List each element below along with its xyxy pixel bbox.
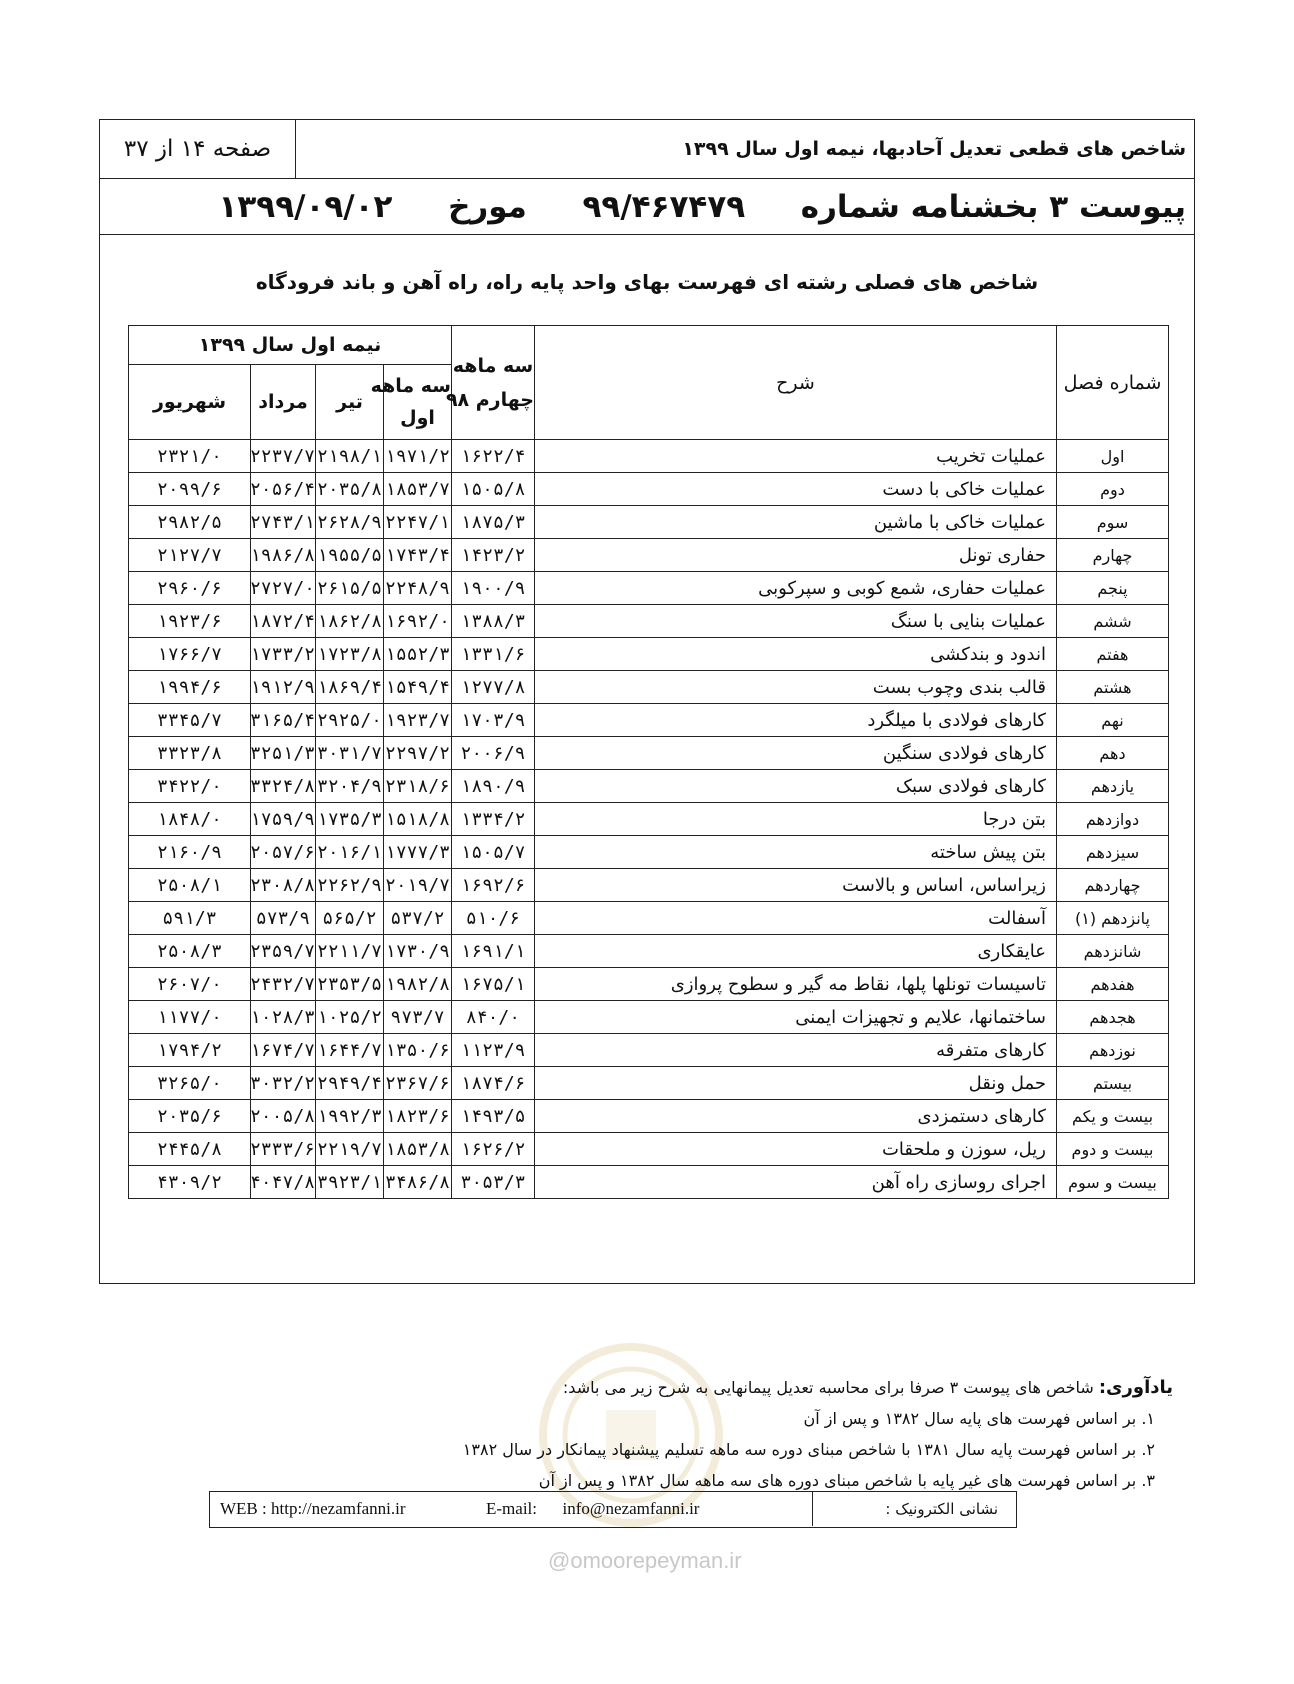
row-description: ساختمانها، علایم و تجهیزات ایمنی bbox=[535, 1001, 1057, 1034]
row-description: زیراساس، اساس و بالاست bbox=[535, 869, 1057, 902]
col-description-header: شرح bbox=[535, 326, 1057, 440]
email-label: E-mail: bbox=[486, 1499, 537, 1518]
row-q4-98: ۱۴۹۳/۵ bbox=[452, 1100, 535, 1133]
row-shahrivar: ۲۴۴۵/۸ bbox=[129, 1133, 251, 1166]
col-shahrivar-header: شهریور bbox=[129, 365, 251, 440]
website-link[interactable]: WEB : http://nezamfanni.ir bbox=[220, 1499, 406, 1518]
row-q4-98: ۱۷۰۳/۹ bbox=[452, 704, 535, 737]
reminder-section bbox=[123, 1372, 1173, 1496]
table-row bbox=[129, 869, 1169, 902]
row-description: بتن درجا bbox=[535, 803, 1057, 836]
row-q1-1399: ۱۷۳۰/۹ bbox=[384, 935, 452, 968]
table-row bbox=[129, 1100, 1169, 1133]
row-q4-98: ۱۶۲۶/۲ bbox=[452, 1133, 535, 1166]
row-description: عملیات خاکی با دست bbox=[535, 473, 1057, 506]
row-q1-1399: ۱۹۷۱/۲ bbox=[384, 440, 452, 473]
row-q1-1399: ۳۴۸۶/۸ bbox=[384, 1166, 452, 1199]
row-q4-98: ۱۵۰۵/۸ bbox=[452, 473, 535, 506]
row-shahrivar: ۲۰۹۹/۶ bbox=[129, 473, 251, 506]
row-q1-1399: ۲۰۱۹/۷ bbox=[384, 869, 452, 902]
table-row bbox=[129, 737, 1169, 770]
row-chapter: چهارم bbox=[1057, 539, 1169, 572]
row-chapter: نهم bbox=[1057, 704, 1169, 737]
row-tir: ۱۹۹۲/۳ bbox=[316, 1100, 384, 1133]
row-shahrivar: ۲۵۰۸/۳ bbox=[129, 935, 251, 968]
row-tir: ۱۸۶۲/۸ bbox=[316, 605, 384, 638]
row-q1-1399: ۲۳۱۸/۶ bbox=[384, 770, 452, 803]
table-row bbox=[129, 605, 1169, 638]
circular-row bbox=[100, 179, 1194, 235]
row-description: کارهای متفرقه bbox=[535, 1034, 1057, 1067]
row-shahrivar: ۲۰۳۵/۶ bbox=[129, 1100, 251, 1133]
row-mordad: ۱۰۲۸/۳ bbox=[251, 1001, 316, 1034]
row-mordad: ۲۰۵۷/۶ bbox=[251, 836, 316, 869]
row-description: قالب بندی وچوب بست bbox=[535, 671, 1057, 704]
row-chapter: پنجم bbox=[1057, 572, 1169, 605]
row-chapter: دوم bbox=[1057, 473, 1169, 506]
reminder-item: ۲. بر اساس فهرست پایه سال ۱۳۸۱ با شاخص مبنای دوره سه ماهه تسلیم پیشنهاد پیمانکار در سال ۱۳۸۲ bbox=[462, 1440, 1155, 1459]
row-q4-98: ۱۳۸۸/۳ bbox=[452, 605, 535, 638]
index-table bbox=[128, 325, 1169, 1199]
row-mordad: ۲۴۳۲/۷ bbox=[251, 968, 316, 1001]
row-tir: ۲۶۲۸/۹ bbox=[316, 506, 384, 539]
row-mordad: ۱۸۷۲/۴ bbox=[251, 605, 316, 638]
row-shahrivar: ۲۱۶۰/۹ bbox=[129, 836, 251, 869]
q1-line1: سه ماهه bbox=[370, 375, 451, 397]
col-tir-header: تیر bbox=[316, 365, 384, 440]
row-chapter: یازدهم bbox=[1057, 770, 1169, 803]
table-row bbox=[129, 440, 1169, 473]
contact-label: نشانی الکترونیک : bbox=[812, 1492, 1016, 1526]
row-mordad: ۱۶۷۴/۷ bbox=[251, 1034, 316, 1067]
col-q4-98-header bbox=[445, 326, 535, 440]
row-chapter: چهاردهم bbox=[1057, 869, 1169, 902]
row-q4-98: ۱۳۳۴/۲ bbox=[452, 803, 535, 836]
row-mordad: ۱۹۸۶/۸ bbox=[251, 539, 316, 572]
table-title: شاخص های فصلی رشته ای فهرست بهای واحد پایه راه، راه آهن و باند فرودگاه bbox=[255, 270, 1039, 294]
reminder-intro-line bbox=[123, 1372, 1173, 1403]
row-chapter: دوازدهم bbox=[1057, 803, 1169, 836]
row-tir: ۳۹۲۳/۱ bbox=[316, 1166, 384, 1199]
row-q1-1399: ۲۲۴۷/۱ bbox=[384, 506, 452, 539]
table-row bbox=[129, 473, 1169, 506]
row-description: حمل ونقل bbox=[535, 1067, 1057, 1100]
table-row bbox=[129, 539, 1169, 572]
row-mordad: ۱۷۵۹/۹ bbox=[251, 803, 316, 836]
row-chapter: هفدهم bbox=[1057, 968, 1169, 1001]
row-description: کارهای فولادی با میلگرد bbox=[535, 704, 1057, 737]
row-chapter: بیست و سوم bbox=[1057, 1166, 1169, 1199]
q4-98-line1: سه ماهه bbox=[452, 354, 534, 377]
row-q1-1399: ۱۷۷۷/۳ bbox=[384, 836, 452, 869]
row-tir: ۲۹۴۹/۴ bbox=[316, 1067, 384, 1100]
row-chapter: سیزدهم bbox=[1057, 836, 1169, 869]
row-shahrivar: ۲۹۶۰/۶ bbox=[129, 572, 251, 605]
row-q1-1399: ۲۲۴۸/۹ bbox=[384, 572, 452, 605]
row-q1-1399: ۲۲۹۷/۲ bbox=[384, 737, 452, 770]
row-description: کارهای دستمزدی bbox=[535, 1100, 1057, 1133]
appendix-label: پیوست ۳ بخشنامه شماره bbox=[800, 189, 1186, 225]
row-q4-98: ۱۴۲۳/۲ bbox=[452, 539, 535, 572]
row-chapter: بیستم bbox=[1057, 1067, 1169, 1100]
row-mordad: ۲۰۰۵/۸ bbox=[251, 1100, 316, 1133]
row-description: حفاری تونل bbox=[535, 539, 1057, 572]
row-shahrivar: ۱۷۹۴/۲ bbox=[129, 1034, 251, 1067]
row-q4-98: ۱۲۷۷/۸ bbox=[452, 671, 535, 704]
half-year-group-header: نیمه اول سال ۱۳۹۹ bbox=[129, 326, 452, 365]
row-tir: ۲۹۲۵/۰ bbox=[316, 704, 384, 737]
contact-footer bbox=[209, 1491, 1017, 1528]
row-tir: ۱۷۲۳/۸ bbox=[316, 638, 384, 671]
row-q1-1399: ۱۷۴۳/۴ bbox=[384, 539, 452, 572]
row-q4-98: ۱۳۳۱/۶ bbox=[452, 638, 535, 671]
row-mordad: ۲۷۴۳/۱ bbox=[251, 506, 316, 539]
row-q4-98: ۲۰۰۶/۹ bbox=[452, 737, 535, 770]
table-row bbox=[129, 1034, 1169, 1067]
row-tir: ۲۲۱۹/۷ bbox=[316, 1133, 384, 1166]
watermark-text: @omoorepeyman.ir bbox=[548, 1548, 742, 1573]
table-row bbox=[129, 671, 1169, 704]
row-description: عملیات خاکی با ماشین bbox=[535, 506, 1057, 539]
row-tir: ۵۶۵/۲ bbox=[316, 902, 384, 935]
row-tir: ۱۰۲۵/۲ bbox=[316, 1001, 384, 1034]
row-tir: ۲۳۵۳/۵ bbox=[316, 968, 384, 1001]
row-description: عملیات حفاری، شمع کوبی و سپرکوبی bbox=[535, 572, 1057, 605]
row-q1-1399: ۱۵۵۲/۳ bbox=[384, 638, 452, 671]
row-q1-1399: ۱۸۲۳/۶ bbox=[384, 1100, 452, 1133]
row-q4-98: ۱۸۷۴/۶ bbox=[452, 1067, 535, 1100]
col-q1-header bbox=[370, 365, 452, 440]
row-shahrivar: ۱۸۴۸/۰ bbox=[129, 803, 251, 836]
table-row bbox=[129, 704, 1169, 737]
row-shahrivar: ۳۲۶۵/۰ bbox=[129, 1067, 251, 1100]
row-q4-98: ۱۶۲۲/۴ bbox=[452, 440, 535, 473]
row-q1-1399: ۱۵۱۸/۸ bbox=[384, 803, 452, 836]
table-row bbox=[129, 1166, 1169, 1199]
q1-line2: اول bbox=[400, 407, 435, 429]
row-chapter: شانزدهم bbox=[1057, 935, 1169, 968]
circular-date: ۱۳۹۹/۰۹/۰۲ bbox=[218, 189, 393, 225]
row-tir: ۳۲۰۴/۹ bbox=[316, 770, 384, 803]
row-q4-98: ۵۱۰/۶ bbox=[452, 902, 535, 935]
circular-reference bbox=[218, 179, 1186, 235]
row-mordad: ۵۷۳/۹ bbox=[251, 902, 316, 935]
row-mordad: ۲۳۳۳/۶ bbox=[251, 1133, 316, 1166]
table-row bbox=[129, 572, 1169, 605]
email-link[interactable] bbox=[486, 1492, 699, 1526]
page-number: صفحه ۱۴ از ۳۷ bbox=[100, 120, 296, 178]
table-row bbox=[129, 1001, 1169, 1034]
row-chapter: سوم bbox=[1057, 506, 1169, 539]
table-row bbox=[129, 1067, 1169, 1100]
row-shahrivar: ۲۱۲۷/۷ bbox=[129, 539, 251, 572]
row-tir: ۲۰۱۶/۱ bbox=[316, 836, 384, 869]
row-shahrivar: ۴۳۰۹/۲ bbox=[129, 1166, 251, 1199]
row-shahrivar: ۲۶۰۷/۰ bbox=[129, 968, 251, 1001]
table-row bbox=[129, 770, 1169, 803]
header-row bbox=[100, 120, 1194, 179]
row-mordad: ۴۰۴۷/۸ bbox=[251, 1166, 316, 1199]
row-tir: ۲۶۱۵/۵ bbox=[316, 572, 384, 605]
row-chapter: هشتم bbox=[1057, 671, 1169, 704]
q4-98-line2: چهارم ۹۸ bbox=[445, 388, 534, 411]
row-q1-1399: ۱۹۲۳/۷ bbox=[384, 704, 452, 737]
row-description: اندود و بندکشی bbox=[535, 638, 1057, 671]
row-description: کارهای فولادی سنگین bbox=[535, 737, 1057, 770]
row-mordad: ۱۷۳۳/۲ bbox=[251, 638, 316, 671]
row-q4-98: ۱۵۰۵/۷ bbox=[452, 836, 535, 869]
row-mordad: ۳۲۵۱/۳ bbox=[251, 737, 316, 770]
row-description: آسفالت bbox=[535, 902, 1057, 935]
row-q4-98: ۱۸۹۰/۹ bbox=[452, 770, 535, 803]
document-title: شاخص های قطعی تعدیل آحادبها، نیمه اول سال ۱۳۹۹ bbox=[682, 138, 1186, 160]
row-description: بتن پیش ساخته bbox=[535, 836, 1057, 869]
row-shahrivar: ۱۷۶۶/۷ bbox=[129, 638, 251, 671]
table-row bbox=[129, 935, 1169, 968]
row-mordad: ۲۰۵۶/۴ bbox=[251, 473, 316, 506]
row-tir: ۱۸۶۹/۴ bbox=[316, 671, 384, 704]
row-chapter: هفتم bbox=[1057, 638, 1169, 671]
table-row bbox=[129, 1133, 1169, 1166]
row-mordad: ۲۷۲۷/۰ bbox=[251, 572, 316, 605]
row-tir: ۲۲۶۲/۹ bbox=[316, 869, 384, 902]
row-q1-1399: ۱۸۵۳/۷ bbox=[384, 473, 452, 506]
table-body bbox=[129, 440, 1169, 1199]
row-tir: ۲۲۱۱/۷ bbox=[316, 935, 384, 968]
row-q1-1399: ۵۳۷/۲ bbox=[384, 902, 452, 935]
row-mordad: ۲۲۳۷/۷ bbox=[251, 440, 316, 473]
row-chapter: هجدهم bbox=[1057, 1001, 1169, 1034]
row-shahrivar: ۳۳۴۵/۷ bbox=[129, 704, 251, 737]
row-q1-1399: ۱۶۹۲/۰ bbox=[384, 605, 452, 638]
row-q4-98: ۱۹۰۰/۹ bbox=[452, 572, 535, 605]
row-shahrivar: ۲۹۸۲/۵ bbox=[129, 506, 251, 539]
email-address: info@nezamfanni.ir bbox=[562, 1499, 700, 1518]
row-description: کارهای فولادی سبک bbox=[535, 770, 1057, 803]
reminder-intro: شاخص های پیوست ۳ صرفا برای محاسبه تعدیل پیمانهایی به شرح زیر می باشد: bbox=[562, 1378, 1094, 1397]
row-tir: ۱۶۴۴/۷ bbox=[316, 1034, 384, 1067]
circular-number: ۹۹/۴۶۷۴۷۹ bbox=[582, 189, 746, 225]
row-description: عایقکاری bbox=[535, 935, 1057, 968]
row-tir: ۱۹۵۵/۵ bbox=[316, 539, 384, 572]
row-shahrivar: ۳۳۲۳/۸ bbox=[129, 737, 251, 770]
row-mordad: ۱۹۱۲/۹ bbox=[251, 671, 316, 704]
row-q1-1399: ۱۹۸۲/۸ bbox=[384, 968, 452, 1001]
row-chapter: پانزدهم (۱) bbox=[1057, 902, 1169, 935]
row-tir: ۲۱۹۸/۱ bbox=[316, 440, 384, 473]
row-description: اجرای روسازی راه آهن bbox=[535, 1166, 1057, 1199]
row-chapter: دهم bbox=[1057, 737, 1169, 770]
row-q1-1399: ۱۸۵۳/۸ bbox=[384, 1133, 452, 1166]
row-shahrivar: ۱۹۹۴/۶ bbox=[129, 671, 251, 704]
row-q1-1399: ۹۷۳/۷ bbox=[384, 1001, 452, 1034]
row-chapter: نوزدهم bbox=[1057, 1034, 1169, 1067]
row-shahrivar: ۳۴۲۲/۰ bbox=[129, 770, 251, 803]
reminder-item: ۱. بر اساس فهرست های پایه سال ۱۳۸۲ و پس از آن bbox=[803, 1409, 1155, 1428]
row-shahrivar: ۵۹۱/۳ bbox=[129, 902, 251, 935]
reminder-item: ۳. بر اساس فهرست های غیر پایه با شاخص مبنای دوره های سه ماهه سال ۱۳۸۲ و پس از آن bbox=[538, 1471, 1155, 1490]
row-mordad: ۳۳۲۴/۸ bbox=[251, 770, 316, 803]
row-chapter: بیست و دوم bbox=[1057, 1133, 1169, 1166]
row-tir: ۲۰۳۵/۸ bbox=[316, 473, 384, 506]
table-row bbox=[129, 968, 1169, 1001]
row-chapter: اول bbox=[1057, 440, 1169, 473]
table-row bbox=[129, 638, 1169, 671]
row-description: تاسیسات تونلها پلها، نقاط مه گیر و سطوح پروازی bbox=[535, 968, 1057, 1001]
row-mordad: ۲۳۰۸/۸ bbox=[251, 869, 316, 902]
col-mordad-header: مرداد bbox=[251, 365, 316, 440]
row-q4-98: ۱۸۷۵/۳ bbox=[452, 506, 535, 539]
dated-label: مورخ bbox=[448, 189, 527, 225]
row-tir: ۱۷۳۵/۳ bbox=[316, 803, 384, 836]
document-frame bbox=[99, 119, 1195, 1284]
row-q4-98: ۱۶۹۱/۱ bbox=[452, 935, 535, 968]
table-row bbox=[129, 506, 1169, 539]
table-row bbox=[129, 803, 1169, 836]
row-mordad: ۲۳۵۹/۷ bbox=[251, 935, 316, 968]
row-shahrivar: ۲۳۲۱/۰ bbox=[129, 440, 251, 473]
row-shahrivar: ۲۵۰۸/۱ bbox=[129, 869, 251, 902]
row-tir: ۳۰۳۱/۷ bbox=[316, 737, 384, 770]
table-row bbox=[129, 902, 1169, 935]
table-row bbox=[129, 836, 1169, 869]
row-mordad: ۳۰۳۲/۲ bbox=[251, 1067, 316, 1100]
row-shahrivar: ۱۱۷۷/۰ bbox=[129, 1001, 251, 1034]
row-q4-98: ۸۴۰/۰ bbox=[452, 1001, 535, 1034]
row-q4-98: ۳۰۵۳/۳ bbox=[452, 1166, 535, 1199]
row-q1-1399: ۱۵۴۹/۴ bbox=[384, 671, 452, 704]
row-description: ریل، سوزن و ملحقات bbox=[535, 1133, 1057, 1166]
row-description: عملیات بنایی با سنگ bbox=[535, 605, 1057, 638]
row-q4-98: ۱۶۹۲/۶ bbox=[452, 869, 535, 902]
row-mordad: ۳۱۶۵/۴ bbox=[251, 704, 316, 737]
row-q1-1399: ۲۳۶۷/۶ bbox=[384, 1067, 452, 1100]
col-chapter-header: شماره فصل bbox=[1057, 326, 1169, 440]
row-chapter: بیست و یکم bbox=[1057, 1100, 1169, 1133]
row-chapter: ششم bbox=[1057, 605, 1169, 638]
row-q1-1399: ۱۳۵۰/۶ bbox=[384, 1034, 452, 1067]
row-description: عملیات تخریب bbox=[535, 440, 1057, 473]
reminder-lead: یادآوری: bbox=[1098, 1377, 1173, 1398]
row-q4-98: ۱۱۲۳/۹ bbox=[452, 1034, 535, 1067]
row-q4-98: ۱۶۷۵/۱ bbox=[452, 968, 535, 1001]
row-shahrivar: ۱۹۲۳/۶ bbox=[129, 605, 251, 638]
